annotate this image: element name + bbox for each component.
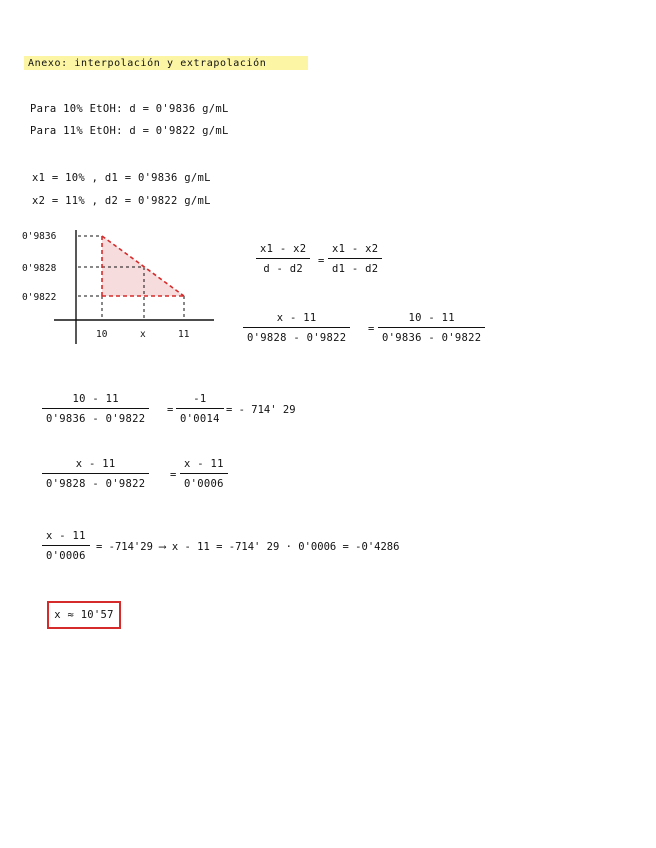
numerator: 10 - 11 <box>408 312 455 324</box>
final-result: x ≈ 10'57 <box>47 601 121 629</box>
denominator: 0'0006 <box>46 550 86 562</box>
page-title: Anexo: interpolación y extrapolación <box>28 58 267 69</box>
fraction-bar <box>256 258 310 259</box>
equals-sign: = <box>167 404 174 416</box>
step3-lhs <box>42 530 90 562</box>
fraction-bar <box>42 408 149 409</box>
step3-chain: = -714'29 ⟶ x - 11 = -714' 29 · 0'0006 = -0'4286 <box>96 541 400 553</box>
y-tick-9822: 0'9822 <box>22 292 57 303</box>
equals-sign: = <box>170 469 177 481</box>
fraction-bar <box>42 545 90 546</box>
data-line-11: Para 11% EtOH: d = 0'9822 g/mL <box>30 125 229 137</box>
denominator: 0'9828 - 0'9822 <box>46 478 146 490</box>
numerator: x1 - x2 <box>260 243 307 255</box>
denominator: 0'0014 <box>180 413 220 425</box>
step1-lhs <box>42 393 149 425</box>
fraction-bar <box>243 327 350 328</box>
x-tick-x: x <box>140 329 146 340</box>
data-line-x2: x2 = 11% , d2 = 0'9822 g/mL <box>32 195 211 207</box>
numerator: 10 - 11 <box>72 393 119 405</box>
formula-sub-lhs <box>243 312 350 344</box>
numerator: x1 - x2 <box>332 243 379 255</box>
step1-mid <box>176 393 224 425</box>
y-tick-9828: 0'9828 <box>22 263 57 274</box>
x-tick-10: 10 <box>96 329 108 340</box>
fraction-bar <box>378 327 485 328</box>
denominator: d1 - d2 <box>332 263 379 275</box>
denominator: 0'9836 - 0'9822 <box>382 332 482 344</box>
denominator: 0'9828 - 0'9822 <box>247 332 347 344</box>
y-tick-9836: 0'9836 <box>22 231 57 242</box>
fraction-bar <box>176 408 224 409</box>
step2-rhs <box>180 458 228 490</box>
fraction-bar <box>180 473 228 474</box>
equals-sign: = <box>318 255 325 267</box>
numerator: x - 11 <box>276 312 317 324</box>
step2-lhs <box>42 458 149 490</box>
numerator: x - 11 <box>75 458 116 470</box>
data-line-10: Para 10% EtOH: d = 0'9836 g/mL <box>30 103 229 115</box>
fraction-bar <box>42 473 149 474</box>
formula-general-rhs <box>328 243 382 275</box>
data-line-x1: x1 = 10% , d1 = 0'9836 g/mL <box>32 172 211 184</box>
formula-general-lhs <box>256 243 310 275</box>
formula-sub-rhs <box>378 312 485 344</box>
numerator: x - 11 <box>46 530 86 542</box>
interpolation-graph <box>20 222 230 350</box>
equals-sign: = <box>368 323 375 335</box>
fraction-bar <box>328 258 382 259</box>
denominator: d - d2 <box>263 263 304 275</box>
numerator: x - 11 <box>184 458 224 470</box>
denominator: 0'0006 <box>184 478 224 490</box>
numerator: -1 <box>193 393 207 405</box>
step1-result: = - 714' 29 <box>226 404 296 416</box>
denominator: 0'9836 - 0'9822 <box>46 413 146 425</box>
x-tick-11: 11 <box>178 329 190 340</box>
